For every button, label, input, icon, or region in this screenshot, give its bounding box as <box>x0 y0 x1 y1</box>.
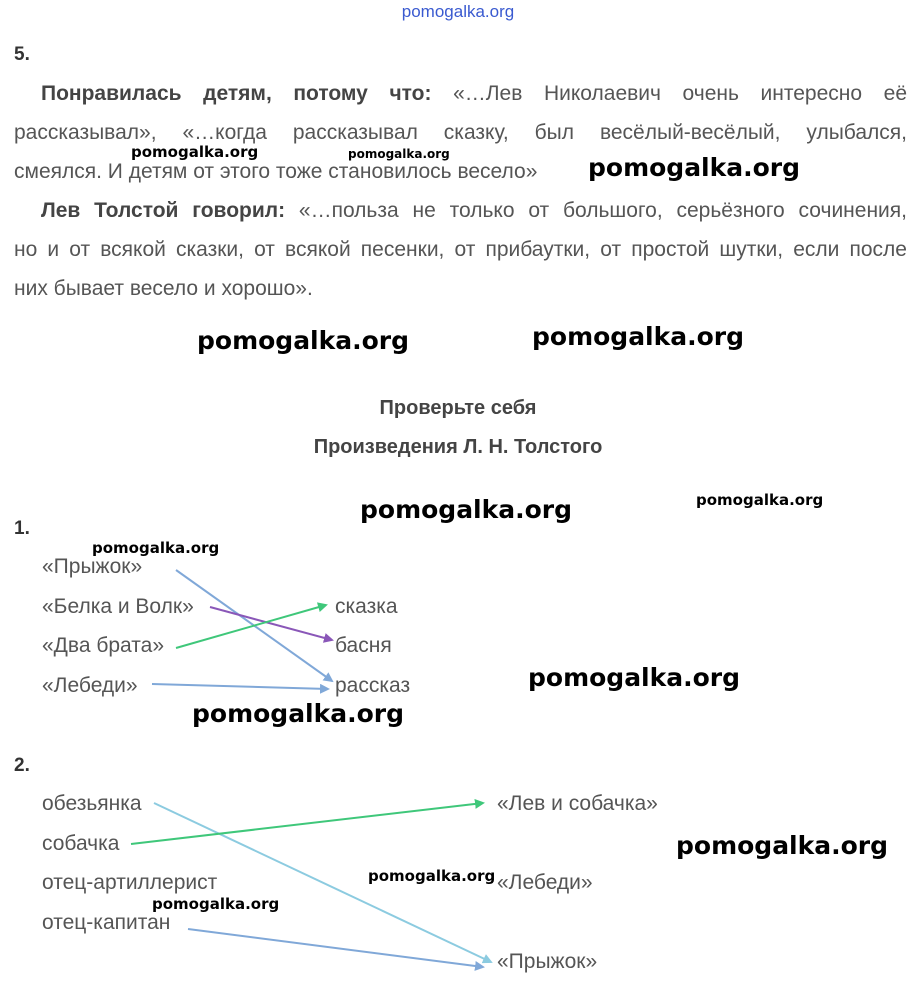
task2-right-2: «Лебеди» <box>497 871 593 894</box>
task2-right-3: «Прыжок» <box>497 950 598 973</box>
watermark: pomogalka.org <box>588 153 801 182</box>
task-2-number: 2. <box>14 755 30 776</box>
watermark: pomogalka.org <box>528 663 741 692</box>
arrow-dva-brata-skazka <box>176 605 326 648</box>
task1-right-2: басня <box>335 634 392 657</box>
watermark-top: pomogalka.org <box>401 2 515 21</box>
task1-left-4: «Лебеди» <box>42 674 138 697</box>
paragraph-1-line-3: смеялся. И детям от этого тоже становилось весело» <box>14 160 538 183</box>
watermark: pomogalka.org <box>192 699 405 728</box>
watermark: pomogalka.org <box>532 322 745 351</box>
watermark: pomogalka.org <box>368 867 496 885</box>
arrow-sobachka-lev <box>131 803 483 844</box>
paragraph-1-line-2: рассказывал», «…когда рассказывал сказку, был весёлый-весёлый, улыбался, <box>14 121 907 144</box>
check-subtitle: Произведения Л. Н. Толстого <box>313 436 603 458</box>
task-1-number: 1. <box>14 518 30 539</box>
task1-left-2: «Белка и Волк» <box>42 595 194 618</box>
task1-left-3: «Два брата» <box>42 634 165 657</box>
paragraph-2-rest: «…польза не только от большого, серьёзного сочинения, <box>285 199 907 222</box>
task2-left-1: обезьянка <box>42 792 142 815</box>
watermark: pomogalka.org <box>152 895 280 913</box>
watermark: pomogalka.org <box>92 539 220 557</box>
paragraph-1-bold: Понравилась детям, потому что: <box>41 82 432 105</box>
arrow-lebedi-rasskaz <box>152 684 328 689</box>
task2-right-1: «Лев и собачка» <box>497 792 658 815</box>
task2-left-3: отец-артиллерист <box>42 871 218 894</box>
paragraph-2-line-2: но и от всякой сказки, от всякой песенки, от прибаутки, от простой шутки, если после <box>14 238 907 261</box>
section-5-number: 5. <box>14 44 30 65</box>
paragraph-2-line-3: них бывает весело и хорошо». <box>14 277 313 300</box>
check-title: Проверьте себя <box>379 397 537 419</box>
watermark: pomogalka.org <box>696 491 824 509</box>
paragraph-1-rest: «…Лев Николаевич очень интересно её <box>431 82 907 105</box>
watermark: pomogalka.org <box>360 495 573 524</box>
watermark: pomogalka.org <box>676 831 889 860</box>
task2-left-2: собачка <box>42 832 120 855</box>
watermark: pomogalka.org <box>348 147 450 161</box>
arrow-kapitan-pryzhok <box>188 929 483 967</box>
watermark: pomogalka.org <box>197 326 410 355</box>
paragraph-2-bold: Лев Толстой говорил: <box>41 199 286 222</box>
arrow-belka-basnya <box>210 607 332 640</box>
watermark: pomogalka.org <box>131 143 259 161</box>
task2-left-4: отец-капитан <box>42 911 171 934</box>
task1-right-3: рассказ <box>335 674 411 697</box>
task1-right-1: сказка <box>335 595 398 618</box>
task1-left-1: «Прыжок» <box>42 555 143 578</box>
